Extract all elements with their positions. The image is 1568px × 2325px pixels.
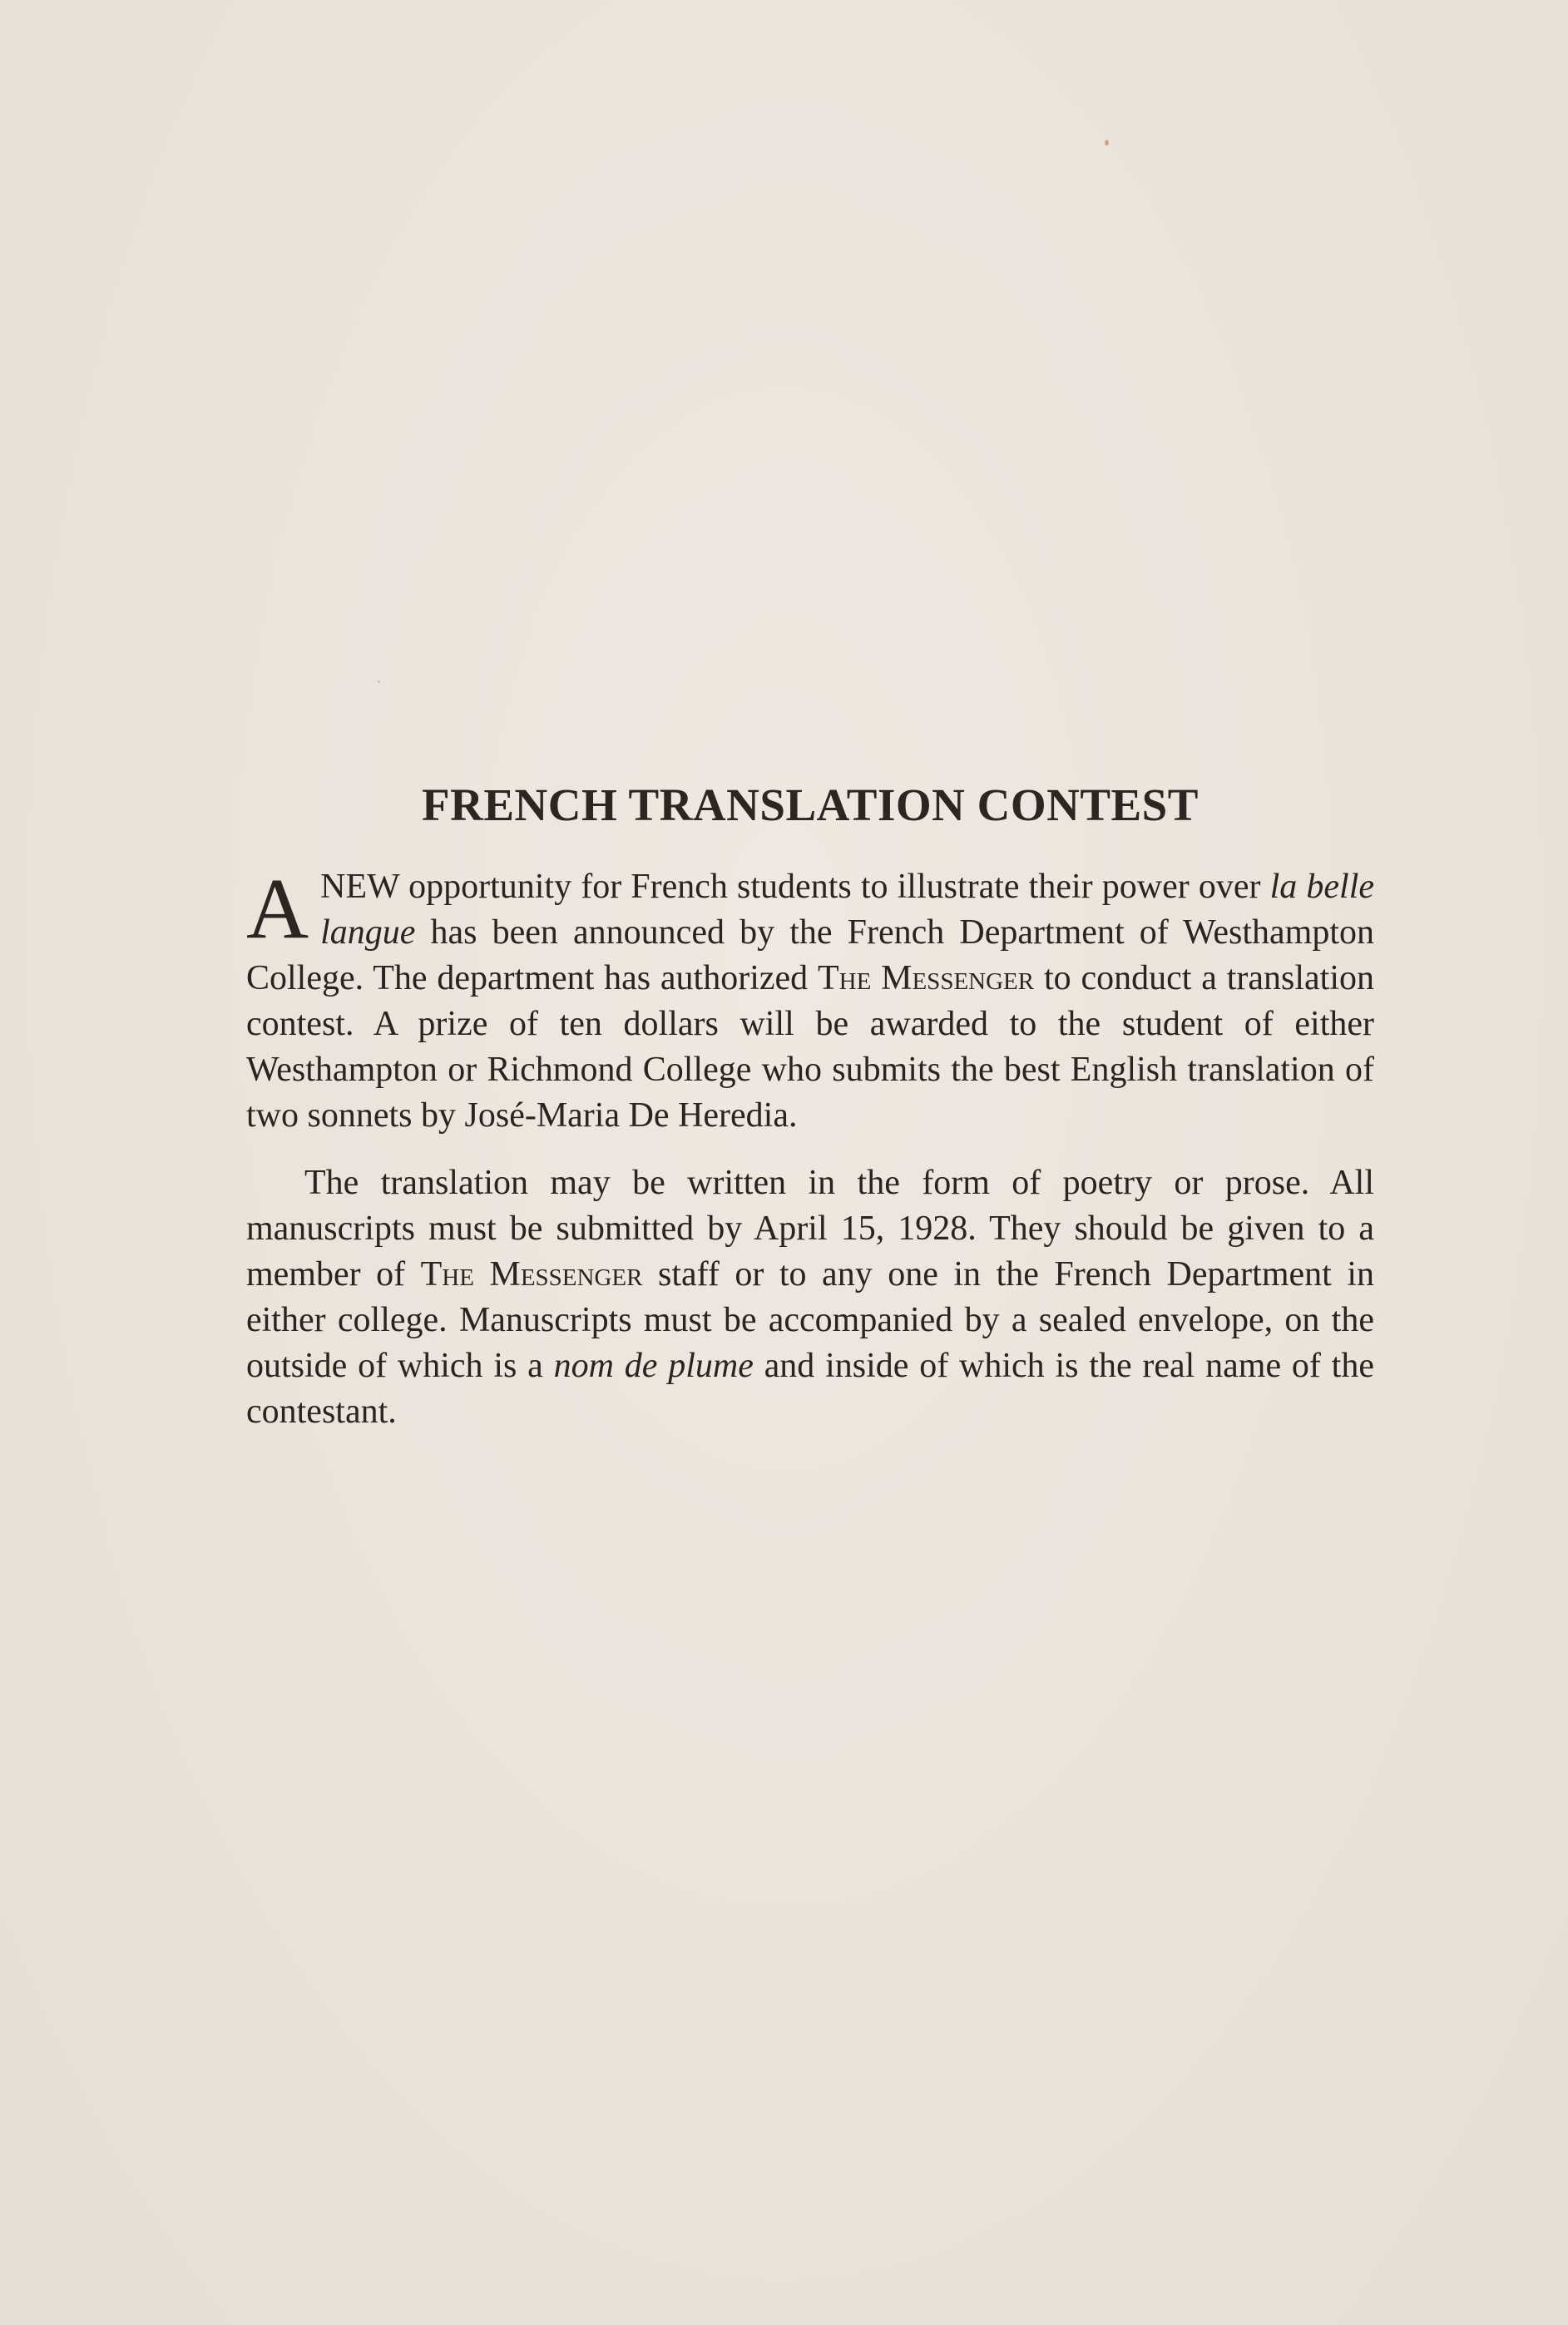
italic-phrase: nom de plume bbox=[553, 1347, 754, 1385]
article-title: FRENCH TRANSLATION CONTEST bbox=[422, 779, 1199, 830]
paragraph-1 bbox=[246, 861, 1375, 1139]
publication-name: The Messenger bbox=[817, 959, 1035, 997]
paragraph-2 bbox=[246, 1160, 1374, 1435]
paragraph-1-text: to conduct a translation contest. A prize of ten dollars will be awarded to the student of either Westhampton or Richmond College who submits the best English translation of two sonnets by José-Maria De Heredia. bbox=[246, 959, 1374, 1135]
paragraph-1-text: has been announced by the French Department of Westhampton College. The department has authorized bbox=[246, 913, 1374, 997]
italic-phrase: la belle langue bbox=[320, 868, 1375, 952]
drop-cap: A bbox=[246, 861, 309, 957]
paragraph-2-text: and inside of which is the real name of the contestant. bbox=[246, 1347, 1374, 1431]
paragraph-1-text: NEW opportunity for French students to illustrate their power over bbox=[320, 868, 1270, 906]
publication-name: The Messenger bbox=[420, 1255, 643, 1294]
paragraph-2-text: staff or to any one in the French Department in either college. Manuscripts must be accompanied by a sealed envelope, on the outside of which is a bbox=[246, 1255, 1374, 1385]
paper-speck bbox=[1105, 140, 1109, 146]
paragraph-2-text: The translation may be written in the form of poetry or prose. All manuscripts must be submitted by April 15, 1928. They should be given to a member of bbox=[246, 1164, 1374, 1294]
article bbox=[246, 778, 1374, 1435]
paper-speck bbox=[378, 680, 380, 683]
